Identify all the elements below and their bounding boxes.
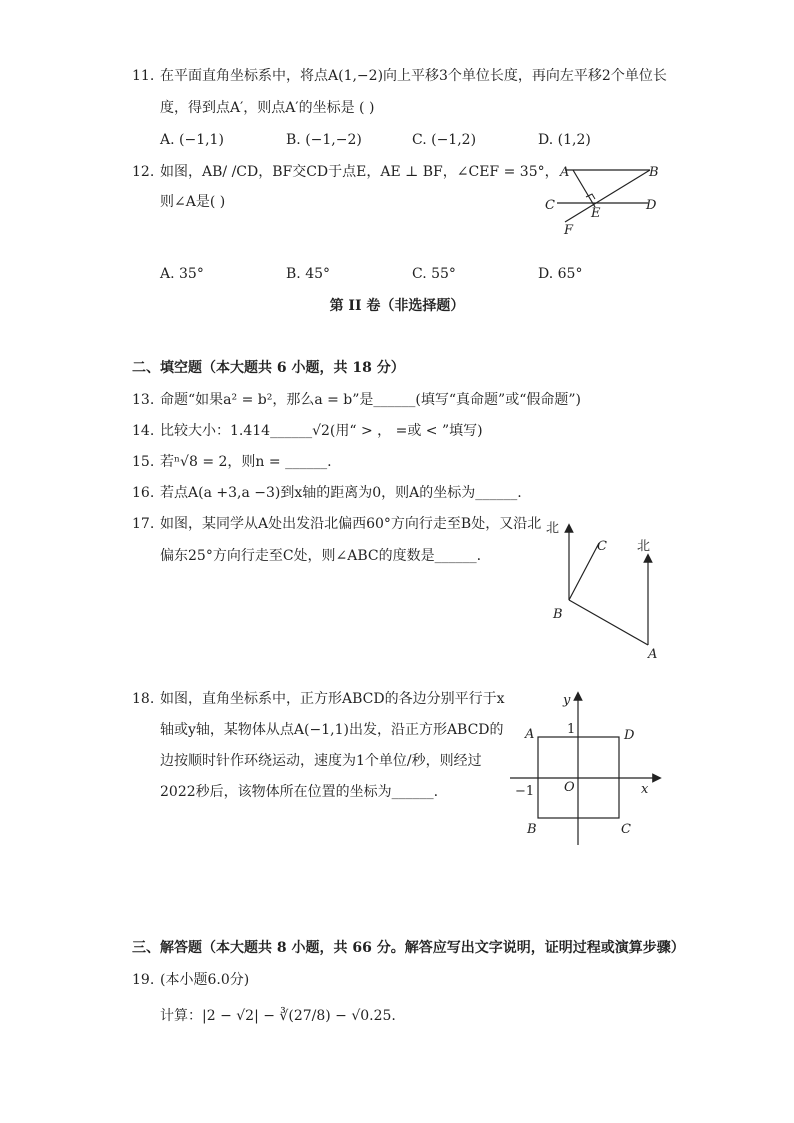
option-a: A. 35°: [160, 266, 204, 282]
north-label: 北: [637, 539, 651, 554]
section-heading: 二、填空题（本大题共 6 小题，共 18 分）: [132, 360, 405, 376]
option-d: D. 65°: [538, 266, 583, 282]
question-number: 14.: [132, 423, 155, 439]
question-number: 13.: [132, 392, 155, 408]
question-text: 如图，直角坐标系中，正方形ABCD的各边分别平行于x: [160, 691, 505, 707]
question-number: 19.: [132, 972, 155, 988]
option-d: D. (1,2): [538, 132, 591, 148]
point-label: A: [648, 647, 658, 662]
point-label: B: [527, 822, 537, 837]
north-label: 北: [546, 521, 560, 536]
coordinate-figure: [505, 690, 665, 850]
section-heading: 三、解答题（本大题共 8 小题，共 66 分。解答应写出文字说明，证明过程或演算步骤）: [132, 940, 685, 956]
question-text: 如图，某同学从A处出发沿北偏西60°方向行走至B处，又沿北: [160, 516, 542, 532]
axis-label: x: [641, 782, 649, 797]
question-text: 计算：|2 − √2| − ∛(27/8) − √0.25.: [160, 1008, 396, 1024]
point-label: D: [646, 198, 657, 213]
point-label: C: [545, 198, 555, 213]
option-b: B. 45°: [286, 266, 331, 282]
question-text: 命题“如果a² = b²，那么a = b”是______(填写“真命题”或“假命题”): [160, 392, 581, 408]
option-b: B. (−1,−2): [286, 132, 362, 148]
question-number: 11.: [132, 68, 155, 84]
point-label: A: [560, 165, 570, 180]
direction-figure: [540, 510, 670, 665]
question-number: 15.: [132, 454, 155, 470]
question-number: 17.: [132, 516, 155, 532]
tick-label: −1: [515, 784, 535, 799]
question-text: 比较大小：1.414______√2(用“ > ， =或 < ”填写): [160, 423, 483, 439]
tick-label: 1: [567, 722, 576, 737]
question-text: 偏东25°方向行走至C处，则∠ABC的度数是______.: [160, 548, 482, 564]
point-label: C: [597, 539, 607, 554]
question-text: 则∠A是( ): [160, 194, 226, 210]
option-c: C. 55°: [412, 266, 456, 282]
question-text: (本小题6.0分): [160, 972, 250, 988]
parallel-lines-figure: [535, 160, 670, 238]
question-text: 如图，AB/ /CD，BF交CD于点E，AE ⊥ BF，∠CEF = 35°，: [160, 164, 559, 180]
axis-label: y: [563, 693, 571, 708]
point-label: C: [621, 822, 631, 837]
point-label: A: [525, 727, 535, 742]
point-label: D: [624, 728, 635, 743]
question-number: 16.: [132, 485, 155, 501]
option-c: C. (−1,2): [412, 132, 477, 148]
question-text: 2022秒后，该物体所在位置的坐标为______.: [160, 784, 439, 800]
point-label: E: [591, 206, 601, 221]
question-text: 在平面直角坐标系中，将点A(1,−2)向上平移3个单位长度，再向左平移2个单位长: [160, 68, 667, 84]
point-label: F: [564, 223, 574, 238]
question-number: 18.: [132, 691, 155, 707]
origin-label: O: [564, 780, 575, 795]
question-text: 轴或y轴，某物体从点A(−1,1)出发，沿正方形ABCD的: [160, 722, 504, 738]
question-text: 度，得到点A′，则点A′的坐标是 ( ): [160, 100, 375, 116]
question-number: 12.: [132, 164, 155, 180]
part-title: 第 II 卷（非选择题）: [329, 298, 465, 314]
question-text: 若点A(a +3,a −3)到x轴的距离为0，则A的坐标为______.: [160, 485, 522, 501]
option-a: A. (−1,1): [160, 132, 224, 148]
question-text: 若ⁿ√8 = 2，则n = ______.: [160, 454, 332, 470]
question-text: 边按顺时针作环绕运动，速度为1个单位/秒，则经过: [160, 753, 482, 769]
point-label: B: [649, 165, 659, 180]
point-label: B: [553, 607, 563, 622]
